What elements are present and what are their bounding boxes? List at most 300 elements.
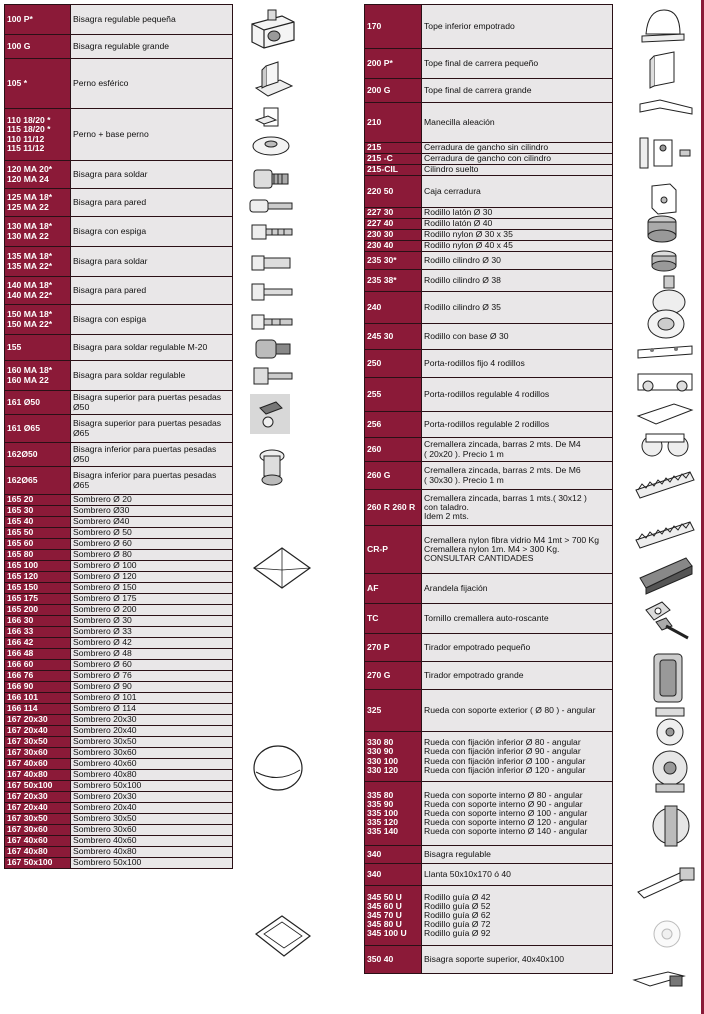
product-code bbox=[5, 759, 71, 770]
product-code bbox=[5, 35, 71, 59]
catalog-row bbox=[365, 241, 613, 252]
catalog-row bbox=[5, 161, 233, 189]
product-description bbox=[71, 35, 233, 59]
product-description-line: Cremallera nylon 1m. M4 > 300 Kg. bbox=[424, 544, 560, 554]
product-code-line: 260 R 260 R bbox=[367, 502, 416, 512]
catalog-row bbox=[365, 208, 613, 219]
product-code bbox=[5, 506, 71, 517]
product-code-line: TC bbox=[367, 613, 379, 623]
product-description-line: Rueda con soporte interno Ø 120 - angular bbox=[424, 818, 588, 827]
product-description bbox=[71, 572, 233, 583]
product-description-line: ( 20x20 ). Precio 1 m bbox=[424, 449, 504, 459]
catalog-row bbox=[5, 109, 233, 161]
product-description bbox=[422, 324, 613, 350]
product-code bbox=[5, 528, 71, 539]
roller-base-image bbox=[636, 342, 694, 362]
product-code bbox=[5, 109, 71, 161]
product-description-line: Idem 2 mts. bbox=[424, 512, 469, 521]
product-description bbox=[71, 605, 233, 616]
product-code bbox=[365, 690, 422, 732]
product-description-line: Sombrero 20x40 bbox=[73, 726, 137, 736]
product-code-line: 330 120 bbox=[367, 765, 399, 775]
rect-cap-image bbox=[252, 908, 314, 964]
product-code bbox=[365, 103, 422, 143]
adjustable-hinge-small-image bbox=[244, 6, 300, 54]
right-parts-table bbox=[364, 4, 613, 974]
product-code-line: 167 20x40 bbox=[7, 803, 48, 813]
product-code bbox=[365, 230, 422, 241]
product-description-line: Tirador empotrado grande bbox=[424, 670, 524, 680]
product-code-line: 270 G bbox=[367, 670, 391, 680]
product-code-line: 165 30 bbox=[7, 506, 34, 516]
product-code-line: 167 20x30 bbox=[7, 715, 48, 725]
product-description-line: Llanta 50x10x170 ó 40 bbox=[424, 869, 511, 879]
product-description-line: Rodillo guía Ø 42 bbox=[424, 892, 491, 902]
product-code-line: 345 50 U bbox=[367, 892, 402, 902]
product-code bbox=[5, 825, 71, 836]
product-code-line: 230 40 bbox=[367, 241, 394, 251]
product-code bbox=[5, 247, 71, 277]
product-code-line: 210 bbox=[367, 117, 382, 127]
product-description-line: Tope final de carrera grande bbox=[424, 85, 532, 95]
product-description bbox=[71, 792, 233, 803]
bolt-with-base-image bbox=[246, 106, 296, 160]
heavy-door-upper-hinge-image bbox=[250, 394, 290, 434]
product-description-line: Rueda con fijación inferior Ø 100 - angular bbox=[424, 756, 586, 766]
product-code-line: 165 40 bbox=[7, 517, 34, 527]
product-description-line: Sombrero Ø 48 bbox=[73, 649, 132, 659]
product-code bbox=[5, 189, 71, 217]
product-description bbox=[71, 443, 233, 467]
product-code-line: 345 100 U bbox=[367, 929, 407, 939]
catalog-row bbox=[5, 217, 233, 247]
product-code bbox=[5, 59, 71, 109]
catalog-row bbox=[365, 604, 613, 634]
product-code-line: 166 114 bbox=[7, 704, 38, 714]
product-description bbox=[71, 759, 233, 770]
product-description-line: Bisagra soporte superior, 40x40x100 bbox=[424, 954, 564, 964]
product-code-line: 115 18/20 * bbox=[7, 125, 51, 135]
product-code-line: CR-P bbox=[367, 544, 389, 554]
product-description bbox=[71, 277, 233, 305]
product-code-line: 330 100 bbox=[367, 756, 399, 766]
catalog-row bbox=[365, 864, 613, 886]
product-code-line: 165 150 bbox=[7, 583, 39, 593]
product-code bbox=[365, 886, 422, 946]
catalog-row bbox=[5, 649, 233, 660]
product-code-line: 161 Ø65 bbox=[7, 423, 40, 433]
product-code-line: 160 MA 22 bbox=[7, 375, 49, 385]
product-code bbox=[365, 864, 422, 886]
product-description bbox=[71, 506, 233, 517]
product-code bbox=[5, 638, 71, 649]
product-code bbox=[365, 574, 422, 604]
product-description-line: Bisagra superior para puertas pesadas bbox=[73, 419, 222, 429]
product-description-line: Rodillo latón Ø 40 bbox=[424, 219, 493, 229]
product-description bbox=[71, 594, 233, 605]
product-code-line: 160 MA 18* bbox=[7, 366, 53, 376]
weld-hinge-image bbox=[248, 164, 292, 194]
product-code-line: 167 30x60 bbox=[7, 825, 48, 835]
product-code bbox=[5, 836, 71, 847]
product-description bbox=[422, 270, 613, 292]
product-description-line: Cerradura de gancho con cilindro bbox=[424, 154, 552, 164]
catalog-row bbox=[5, 605, 233, 616]
product-code-line: 250 bbox=[367, 358, 382, 368]
product-description-line: Sombrero Ø 33 bbox=[73, 627, 132, 637]
catalog-row bbox=[5, 638, 233, 649]
wheel-lower-fixing-image bbox=[650, 744, 690, 796]
product-code bbox=[5, 858, 71, 869]
catalog-row bbox=[5, 572, 233, 583]
product-code bbox=[365, 490, 422, 526]
product-code bbox=[5, 627, 71, 638]
product-code bbox=[365, 378, 422, 412]
wall-hinge-2-image bbox=[248, 280, 296, 304]
catalog-row bbox=[5, 415, 233, 443]
product-description-line: Rodillo cilindro Ø 38 bbox=[424, 275, 501, 285]
catalog-row bbox=[5, 693, 233, 704]
product-description-line: Bisagra superior para puertas pesadas bbox=[73, 393, 222, 403]
product-code-line: 166 30 bbox=[7, 616, 34, 626]
product-code bbox=[5, 693, 71, 704]
product-code-line: 162Ø65 bbox=[7, 475, 38, 485]
product-description bbox=[422, 103, 613, 143]
catalog-row bbox=[5, 506, 233, 517]
product-code-line: 200 P* bbox=[367, 58, 393, 68]
product-code-line: 166 60 bbox=[7, 660, 34, 670]
product-code-line: 335 120 bbox=[367, 818, 399, 827]
adjustable-roller-holder-image bbox=[634, 400, 696, 428]
product-description-line: Sombrero Ø 101 bbox=[73, 693, 137, 703]
product-code bbox=[365, 292, 422, 324]
product-description bbox=[71, 858, 233, 869]
product-description bbox=[71, 726, 233, 737]
catalog-row bbox=[365, 252, 613, 270]
product-description bbox=[71, 217, 233, 247]
product-description-line: Bisagra regulable pequeña bbox=[73, 14, 176, 24]
product-code-line: 162Ø50 bbox=[7, 449, 38, 459]
product-description bbox=[422, 5, 613, 49]
product-description-line: Sombrero 20x40 bbox=[73, 803, 137, 813]
catalog-row bbox=[5, 704, 233, 715]
catalog-row bbox=[5, 305, 233, 335]
catalog-row bbox=[365, 462, 613, 490]
product-code-line: 240 bbox=[367, 302, 382, 312]
product-description-line: Rodillo con base Ø 30 bbox=[424, 331, 509, 341]
catalog-row bbox=[5, 770, 233, 781]
product-code bbox=[5, 594, 71, 605]
catalog-row bbox=[365, 412, 613, 438]
product-description-line: Rodillo latón Ø 30 bbox=[424, 208, 493, 218]
product-description-line: Tornillo cremallera auto-roscante bbox=[424, 613, 549, 623]
product-code-line: 100 P* bbox=[7, 14, 33, 24]
product-code-line: 115 11/12 bbox=[7, 143, 45, 153]
product-description bbox=[422, 219, 613, 230]
end-stop-image bbox=[646, 48, 686, 92]
product-description-line: Sombrero Ø 30 bbox=[73, 616, 132, 626]
product-code bbox=[365, 270, 422, 292]
product-code bbox=[5, 550, 71, 561]
catalog-row bbox=[365, 79, 613, 103]
zinc-rack-image bbox=[634, 464, 696, 504]
product-code bbox=[5, 748, 71, 759]
product-code bbox=[5, 495, 71, 506]
product-code bbox=[5, 770, 71, 781]
product-description-line: Sombrero Ø40 bbox=[73, 517, 130, 527]
product-description-line: Rodillo cilindro Ø 30 bbox=[424, 255, 501, 265]
catalog-row bbox=[365, 230, 613, 241]
catalog-row bbox=[365, 574, 613, 604]
product-description-line: Porta-rodillos regulable 4 rodillos bbox=[424, 389, 550, 399]
catalog-row bbox=[365, 438, 613, 462]
product-description bbox=[71, 415, 233, 443]
product-description bbox=[71, 847, 233, 858]
product-description bbox=[71, 627, 233, 638]
catalog-row bbox=[5, 715, 233, 726]
product-code bbox=[365, 324, 422, 350]
product-code-line: 340 bbox=[367, 869, 382, 879]
product-code-line: 166 90 bbox=[7, 682, 34, 692]
catalog-row bbox=[365, 732, 613, 782]
product-description-line: Sombrero Ø 60 bbox=[73, 660, 132, 670]
product-description-line: Bisagra inferior para puertas pesadas bbox=[73, 445, 217, 455]
product-description bbox=[422, 732, 613, 782]
product-description bbox=[71, 583, 233, 594]
product-code-line: 110 11/12 bbox=[7, 134, 45, 144]
product-code bbox=[365, 252, 422, 270]
product-code-line: 166 76 bbox=[7, 671, 34, 681]
product-code-line: 245 30 bbox=[367, 331, 394, 341]
catalog-row bbox=[365, 219, 613, 230]
product-code-line: 125 MA 22 bbox=[7, 202, 49, 212]
product-description bbox=[71, 109, 233, 161]
product-code bbox=[5, 391, 71, 415]
product-code-line: 165 100 bbox=[7, 561, 39, 571]
product-code-line: 155 bbox=[7, 342, 22, 352]
product-code-line: 350 40 bbox=[367, 954, 394, 964]
product-description bbox=[422, 574, 613, 604]
catalog-row bbox=[365, 292, 613, 324]
wheel-internal-support-image bbox=[650, 800, 692, 852]
product-description-line: Sombrero Ø 90 bbox=[73, 682, 132, 692]
product-description-line: Sombrero Ø 150 bbox=[73, 583, 137, 593]
product-code-line: 167 30x50 bbox=[7, 737, 48, 747]
catalog-row bbox=[365, 946, 613, 974]
product-code bbox=[365, 412, 422, 438]
product-description-line: Rodillo guía Ø 62 bbox=[424, 910, 491, 920]
product-code bbox=[365, 782, 422, 846]
product-code-line: 235 30* bbox=[367, 255, 397, 265]
product-code-line: 270 P bbox=[367, 642, 390, 652]
catalog-row bbox=[5, 443, 233, 467]
product-description-line: Cilindro suelto bbox=[424, 165, 479, 175]
catalog-row bbox=[5, 803, 233, 814]
product-description-line: Sombrero 40x60 bbox=[73, 836, 137, 846]
product-description bbox=[71, 748, 233, 759]
product-description bbox=[71, 391, 233, 415]
catalog-row bbox=[5, 847, 233, 858]
product-description bbox=[71, 517, 233, 528]
catalog-row bbox=[365, 103, 613, 143]
recessed-pull-image bbox=[648, 650, 688, 706]
product-description-line: Rueda con soporte interno Ø 140 - angular bbox=[424, 827, 588, 837]
product-code bbox=[365, 143, 422, 154]
product-code bbox=[365, 604, 422, 634]
product-code-line: 161 Ø50 bbox=[7, 397, 40, 407]
product-description-line: Sombrero 40x60 bbox=[73, 759, 137, 769]
wall-hinge-image bbox=[246, 194, 296, 218]
product-code-line: 150 MA 18* bbox=[7, 310, 53, 320]
catalog-row bbox=[365, 846, 613, 864]
product-code bbox=[5, 572, 71, 583]
product-code bbox=[5, 649, 71, 660]
catalog-row bbox=[5, 616, 233, 627]
catalog-row bbox=[365, 690, 613, 732]
product-description bbox=[71, 671, 233, 682]
product-description bbox=[71, 247, 233, 277]
product-description bbox=[422, 604, 613, 634]
product-description-line: Bisagra para pared bbox=[73, 197, 147, 207]
ball-bolt-image bbox=[250, 58, 296, 104]
product-code-line: 135 MA 22* bbox=[7, 261, 53, 271]
product-code-line: 256 bbox=[367, 419, 382, 429]
product-code-line: 120 MA 24 bbox=[7, 174, 49, 184]
product-code bbox=[365, 154, 422, 165]
product-code bbox=[5, 517, 71, 528]
product-description bbox=[422, 176, 613, 208]
product-code bbox=[5, 737, 71, 748]
adjustable-hinge-340-image bbox=[636, 862, 698, 902]
product-description-line: Sombrero Ø 114 bbox=[73, 704, 136, 714]
product-description bbox=[71, 161, 233, 189]
product-code bbox=[365, 946, 422, 974]
product-description bbox=[422, 79, 613, 103]
product-code-line: 110 18/20 * bbox=[7, 116, 51, 126]
product-description-line: Sombrero Ø 60 bbox=[73, 539, 132, 549]
product-description bbox=[422, 462, 613, 490]
round-cap-image bbox=[250, 740, 306, 794]
product-description-line: Manecilla aleación bbox=[424, 117, 495, 127]
product-code-line: 335 140 bbox=[367, 827, 399, 837]
product-description-line: Rodillo nylon Ø 40 x 45 bbox=[424, 241, 513, 251]
product-code bbox=[5, 682, 71, 693]
product-code-line: 335 80 bbox=[367, 790, 394, 800]
upper-support-hinge-image bbox=[632, 968, 688, 990]
product-code-line: 340 bbox=[367, 849, 382, 859]
weld-hinge-2-image bbox=[248, 250, 296, 276]
catalog-row bbox=[365, 324, 613, 350]
catalog-row bbox=[5, 660, 233, 671]
product-description bbox=[71, 660, 233, 671]
product-description bbox=[422, 252, 613, 270]
adjustable-weld-hinge-2-image bbox=[248, 364, 296, 388]
product-description-line: Sombrero 30x60 bbox=[73, 748, 137, 758]
product-code bbox=[365, 438, 422, 462]
product-description-line: Bisagra para soldar regulable bbox=[73, 370, 186, 380]
hook-lock-image bbox=[636, 132, 696, 176]
product-code bbox=[5, 792, 71, 803]
product-code-line: 167 40x60 bbox=[7, 759, 48, 769]
product-code-line: 167 20x30 bbox=[7, 792, 48, 802]
nylon-rack-image bbox=[636, 552, 696, 596]
catalog-row bbox=[365, 350, 613, 378]
catalog-row bbox=[5, 748, 233, 759]
product-description bbox=[71, 704, 233, 715]
product-description-line: Rodillo nylon Ø 30 x 35 bbox=[424, 230, 513, 240]
product-code bbox=[5, 305, 71, 335]
product-code bbox=[5, 217, 71, 247]
catalog-row bbox=[5, 726, 233, 737]
product-description bbox=[71, 467, 233, 495]
product-description-line: Rodillo guía Ø 52 bbox=[424, 901, 491, 911]
product-description-line: Sombrero Ø30 bbox=[73, 506, 130, 516]
product-description-line: Cremallera zincada, barras 2 mts. De M4 bbox=[424, 440, 581, 450]
product-description-line: Sombrero Ø 76 bbox=[73, 671, 132, 681]
catalog-row bbox=[5, 528, 233, 539]
product-description-line: Tirador empotrado pequeño bbox=[424, 642, 531, 652]
brass-roller-image bbox=[642, 212, 682, 248]
product-code-line: 167 50x100 bbox=[7, 781, 53, 791]
product-code-line: 227 40 bbox=[367, 219, 394, 229]
product-description-line: Ø65 bbox=[73, 428, 90, 438]
catalog-row bbox=[365, 49, 613, 79]
product-description-line: Porta-rodillos fijo 4 rodillos bbox=[424, 358, 525, 368]
product-description bbox=[422, 946, 613, 974]
catalog-row bbox=[365, 886, 613, 946]
catalog-row bbox=[5, 361, 233, 391]
product-code-line: 325 bbox=[367, 705, 382, 715]
product-code-line: 260 bbox=[367, 444, 382, 454]
product-code bbox=[5, 561, 71, 572]
product-code-line: 345 80 U bbox=[367, 920, 402, 929]
product-description bbox=[71, 189, 233, 217]
catalog-row bbox=[5, 594, 233, 605]
product-code-line: 105 * bbox=[7, 78, 28, 88]
product-description-line: Sombrero Ø 200 bbox=[73, 605, 137, 615]
product-code-line: 165 60 bbox=[7, 539, 34, 549]
product-description-line: Sombrero 30x50 bbox=[73, 737, 137, 747]
product-code-line: 345 60 U bbox=[367, 901, 402, 911]
product-code-line: 165 50 bbox=[7, 528, 34, 538]
product-code-line: 170 bbox=[367, 21, 382, 31]
roller-holder-2-image bbox=[636, 430, 694, 460]
product-description bbox=[71, 682, 233, 693]
product-code-line: 167 20x40 bbox=[7, 726, 48, 736]
catalog-row bbox=[5, 59, 233, 109]
product-description bbox=[71, 305, 233, 335]
catalog-row bbox=[5, 737, 233, 748]
product-description bbox=[71, 59, 233, 109]
product-code-line: 165 80 bbox=[7, 550, 34, 560]
catalog-row bbox=[5, 627, 233, 638]
product-description-line: Bisagra inferior para puertas pesadas bbox=[73, 471, 217, 481]
product-description bbox=[422, 165, 613, 176]
product-description-line: Sombrero Ø 100 bbox=[73, 561, 137, 571]
product-description-line: Rueda con soporte interno Ø 100 - angular bbox=[424, 808, 588, 818]
catalog-row bbox=[365, 782, 613, 846]
product-code-line: 150 MA 22* bbox=[7, 319, 53, 329]
product-description-line: con taladro. bbox=[424, 502, 469, 512]
product-code-line: 130 MA 18* bbox=[7, 222, 53, 232]
product-code-line: 235 38* bbox=[367, 275, 397, 285]
product-code bbox=[5, 704, 71, 715]
product-code-line: 140 MA 22* bbox=[7, 290, 53, 300]
product-description-line: Sombrero Ø 50 bbox=[73, 528, 132, 538]
product-code bbox=[365, 350, 422, 378]
product-code bbox=[365, 5, 422, 49]
product-description-line: Bisagra con espiga bbox=[73, 226, 147, 236]
